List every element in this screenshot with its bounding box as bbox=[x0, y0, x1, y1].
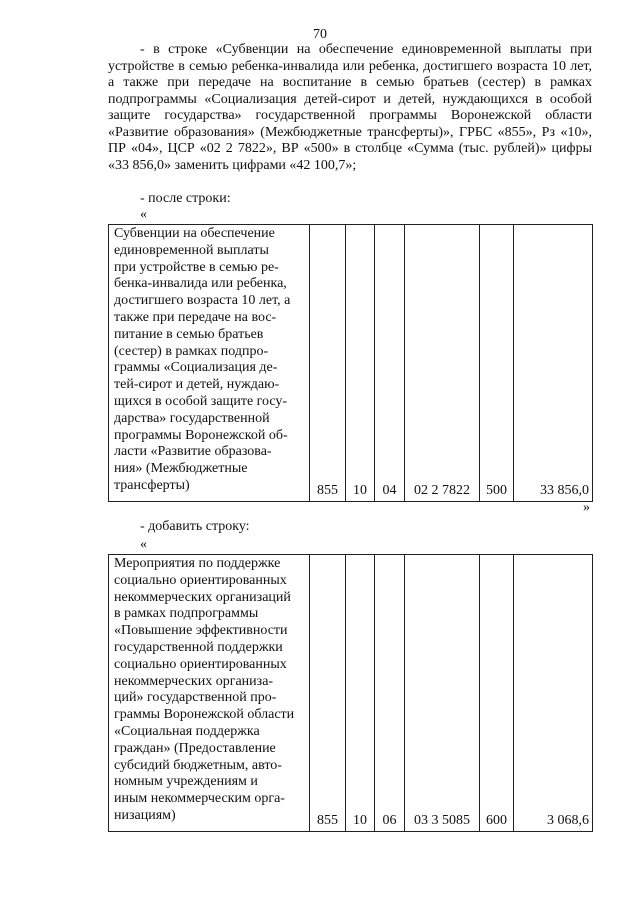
vr-cell: 600 bbox=[480, 555, 514, 832]
row-name-line: субсидий бюджетным, авто- bbox=[114, 757, 282, 773]
row-name-line: граммы «Социализация де- bbox=[114, 360, 278, 376]
row-name-line: ций» государственной про- bbox=[114, 690, 277, 706]
row-name-cell bbox=[109, 225, 310, 502]
row-name-line: тей-сирот и детей, нуждаю- bbox=[114, 377, 280, 393]
csr-cell: 02 2 7822 bbox=[405, 225, 480, 502]
page-number: 70 bbox=[313, 27, 327, 42]
row-name-line: Мероприятия по поддержке bbox=[114, 556, 281, 571]
row-name-line: программы Воронежской об- bbox=[114, 427, 288, 443]
budget-row-table-2 bbox=[108, 554, 593, 832]
row-name-line: граждан» (Предоставление bbox=[114, 740, 276, 756]
row-name-line: бенка-инвалида или ребенка, bbox=[114, 276, 287, 292]
row-name-cell bbox=[109, 555, 310, 832]
quote-open-1: « bbox=[140, 207, 147, 222]
row-name-line: Субвенции на обеспечение bbox=[114, 226, 275, 241]
row-name-line: «Социальная поддержка bbox=[114, 723, 260, 739]
amendment-paragraph bbox=[108, 42, 592, 174]
pr-cell: 04 bbox=[375, 225, 405, 502]
row-name-line: «Повышение эффективности bbox=[114, 623, 288, 639]
row-name-line: социально ориентированных bbox=[114, 572, 287, 588]
row-name-line: номным учреждениям и bbox=[114, 774, 258, 790]
row-name-line: также при передаче на вос- bbox=[114, 309, 277, 325]
rz-cell: 10 bbox=[346, 555, 375, 832]
row-name-line: дарства» государственной bbox=[114, 410, 270, 426]
row-name-line: щихся в особой защите госу- bbox=[114, 393, 288, 409]
row-name-line: ния» (Межбюджетные bbox=[114, 461, 248, 477]
amendment-text: - в строке «Субвенции на обеспечение единовременной выплаты при устройстве в семью ребенка-инвалида или ребенка, достигшего возраста 10 лет, а также при передаче на воспитание в семью братьев (сестер) в рамках подпрограммы «Социализация детей-сирот и детей, нуждающихся в особой защите государства» государственной программы Воронежской области «Развитие образования» (Межбюджетные трансферты)», ГРБС «855», Рз «10», ПР «04», ЦСР «02 2 7822», ВР «500» в столбце «Сумма (тыс. рублей)» цифры «33 856,0» заменить цифрами «42 100,7»; bbox=[108, 42, 592, 173]
row-name-line: ласти «Развитие образова- bbox=[114, 444, 272, 460]
sum-cell: 33 856,0 bbox=[514, 225, 593, 502]
budget-row-table-1 bbox=[108, 224, 593, 502]
rz-cell: 10 bbox=[346, 225, 375, 502]
row-name-line: государственной поддержки bbox=[114, 639, 283, 655]
row-name-line: граммы Воронежской области bbox=[114, 707, 295, 723]
add-row-label: - добавить строку: bbox=[140, 519, 250, 534]
row-name-line: некоммерческих организаций bbox=[114, 589, 291, 605]
row-name-text bbox=[114, 556, 305, 825]
row-name-line: социально ориентированных bbox=[114, 656, 287, 672]
after-row-label: - после строки: bbox=[140, 191, 231, 206]
sum-cell: 3 068,6 bbox=[514, 555, 593, 832]
table-row bbox=[109, 555, 593, 832]
row-name-line: при устройстве в семью ре- bbox=[114, 259, 279, 275]
row-name-line: некоммерческих организа- bbox=[114, 673, 274, 689]
row-name-line: низациям) bbox=[114, 807, 176, 823]
grbs-cell: 855 bbox=[310, 555, 346, 832]
vr-cell: 500 bbox=[480, 225, 514, 502]
quote-close-1: » bbox=[583, 500, 590, 515]
row-name-text bbox=[114, 226, 305, 495]
grbs-cell: 855 bbox=[310, 225, 346, 502]
row-name-line: трансферты) bbox=[114, 477, 190, 493]
csr-cell: 03 3 5085 bbox=[405, 555, 480, 832]
row-name-line: (сестер) в рамках подпро- bbox=[114, 343, 269, 359]
row-name-line: в рамках подпрограммы bbox=[114, 606, 259, 622]
pr-cell: 06 bbox=[375, 555, 405, 832]
row-name-line: иным некоммерческим орга- bbox=[114, 791, 285, 807]
table-row bbox=[109, 225, 593, 502]
quote-open-2: « bbox=[140, 537, 147, 552]
row-name-line: единовременной выплаты bbox=[114, 242, 269, 258]
row-name-line: питание в семью братьев bbox=[114, 326, 264, 342]
row-name-line: достигшего возраста 10 лет, а bbox=[114, 293, 291, 309]
